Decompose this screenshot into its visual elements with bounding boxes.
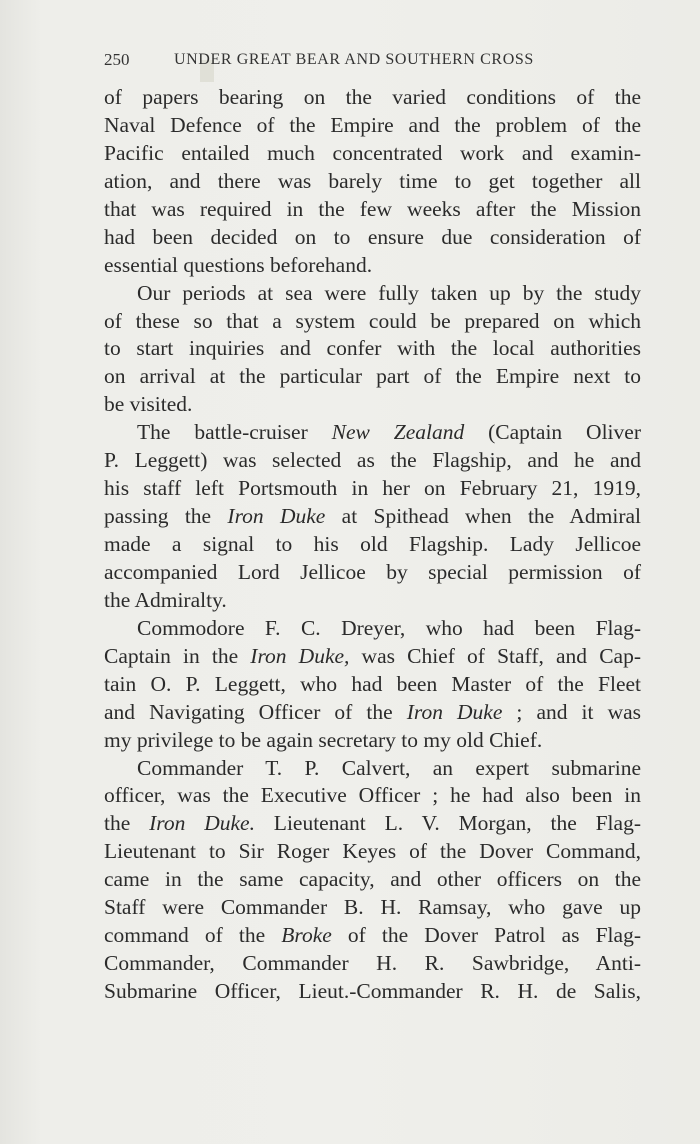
- text-line: [104, 755, 641, 783]
- text-run: Pacific entailed much concentrated work and examin-: [104, 140, 641, 165]
- text-run: of papers bearing on the varied conditions of the: [104, 85, 641, 109]
- text-run: and Navigating Officer of the: [104, 699, 407, 724]
- text-run: Commander, Commander H. R. Sawbridge, Anti-: [104, 951, 641, 976]
- text-line: [104, 587, 641, 615]
- text-line: [104, 615, 641, 643]
- body-text: [104, 84, 641, 1006]
- italic-ship-name: Iron Duke.: [149, 811, 255, 836]
- text-line: [104, 168, 641, 196]
- text-run: his staff left Portsmouth in her on February 21, 1919,: [104, 476, 641, 501]
- italic-ship-name: New Zealand: [331, 420, 465, 445]
- text-line: [104, 363, 641, 391]
- text-run: at Spithead when the Admiral: [325, 504, 641, 529]
- text-run: The battle-cruiser: [137, 420, 332, 445]
- italic-ship-name: Broke: [281, 923, 332, 948]
- text-run: the Admiralty.: [104, 587, 227, 612]
- text-run: accompanied Lord Jellicoe by special permission of: [104, 559, 641, 584]
- text-line: [104, 699, 641, 727]
- text-run: command of the: [104, 923, 282, 948]
- page-number: 250: [104, 50, 130, 69]
- text-line: [104, 391, 641, 419]
- text-line: [104, 419, 641, 447]
- running-header: [104, 50, 574, 74]
- text-line: [104, 643, 641, 671]
- text-run: the: [104, 811, 150, 836]
- text-line: [104, 950, 641, 978]
- text-line: [104, 447, 641, 475]
- text-run: on arrival at the particular part of the Empire next to: [104, 364, 641, 389]
- text-line: [104, 810, 641, 838]
- text-run: Commander T. P. Calvert, an expert submarine: [137, 755, 641, 780]
- text-line: [104, 671, 641, 699]
- text-run: of the Dover Patrol as Flag-: [331, 923, 641, 948]
- text-run: Commodore F. C. Dreyer, who had been Flag-: [137, 615, 641, 640]
- text-line: [104, 838, 641, 866]
- text-line: [104, 782, 641, 810]
- running-title: UNDER GREAT BEAR AND SOUTHERN CROSS: [174, 51, 534, 68]
- text-run: Submarine Officer, Lieut.-Commander R. H. de Salis,: [104, 979, 641, 1003]
- text-run: of these so that a system could be prepared on which: [104, 308, 641, 333]
- text-run: had been decided on to ensure due consideration of: [104, 224, 641, 249]
- text-run: tain O. P. Leggett, who had been Master of the Fleet: [104, 671, 641, 696]
- text-run: ; and it was: [502, 699, 641, 724]
- text-line: [104, 280, 641, 308]
- text-line: [104, 894, 641, 922]
- text-run: was Chief of Staff, and Cap-: [349, 643, 641, 668]
- text-line: [104, 308, 641, 336]
- text-run: my privilege to be again secretary to my old Chief.: [104, 727, 543, 752]
- text-run: essential questions beforehand.: [104, 252, 373, 277]
- text-line: [104, 224, 641, 252]
- text-line: [104, 559, 641, 587]
- text-run: Lieutenant to Sir Roger Keyes of the Dover Command,: [104, 839, 641, 864]
- text-run: (Captain Oliver: [464, 420, 641, 445]
- text-line: [104, 978, 641, 1006]
- text-line: [104, 335, 641, 363]
- text-run: Our periods at sea were fully taken up by the study: [137, 280, 641, 305]
- text-line: [104, 531, 641, 559]
- text-line: [104, 112, 641, 140]
- text-run: Staff were Commander B. H. Ramsay, who gave up: [104, 895, 641, 920]
- text-run: officer, was the Executive Officer ; he had also been in: [104, 783, 641, 808]
- text-line: [104, 922, 641, 950]
- text-line: [104, 475, 641, 503]
- text-line: [104, 727, 641, 755]
- text-run: to start inquiries and confer with the local authorities: [104, 336, 641, 361]
- text-run: Captain in the: [104, 643, 251, 668]
- text-run: passing the: [104, 504, 228, 529]
- text-run: Naval Defence of the Empire and the problem of the: [104, 112, 641, 137]
- italic-ship-name: Iron Duke: [227, 504, 326, 529]
- text-run: came in the same capacity, and other officers on the: [104, 867, 641, 892]
- italic-ship-name: Iron Duke: [406, 699, 503, 724]
- italic-ship-name: Iron Duke,: [250, 643, 350, 668]
- text-run: that was required in the few weeks after the Mission: [104, 196, 641, 221]
- text-line: [104, 140, 641, 168]
- text-run: ation, and there was barely time to get together all: [104, 168, 641, 193]
- text-run: P. Leggett) was selected as the Flagship, and he and: [104, 448, 641, 473]
- text-line: [104, 866, 641, 894]
- text-run: Lieutenant L. V. Morgan, the Flag-: [254, 811, 641, 836]
- text-line: [104, 252, 641, 280]
- text-line: [104, 196, 641, 224]
- text-line: [104, 84, 641, 112]
- text-run: be visited.: [104, 392, 193, 417]
- text-run: made a signal to his old Flagship. Lady Jellicoe: [104, 532, 641, 556]
- text-line: [104, 503, 641, 531]
